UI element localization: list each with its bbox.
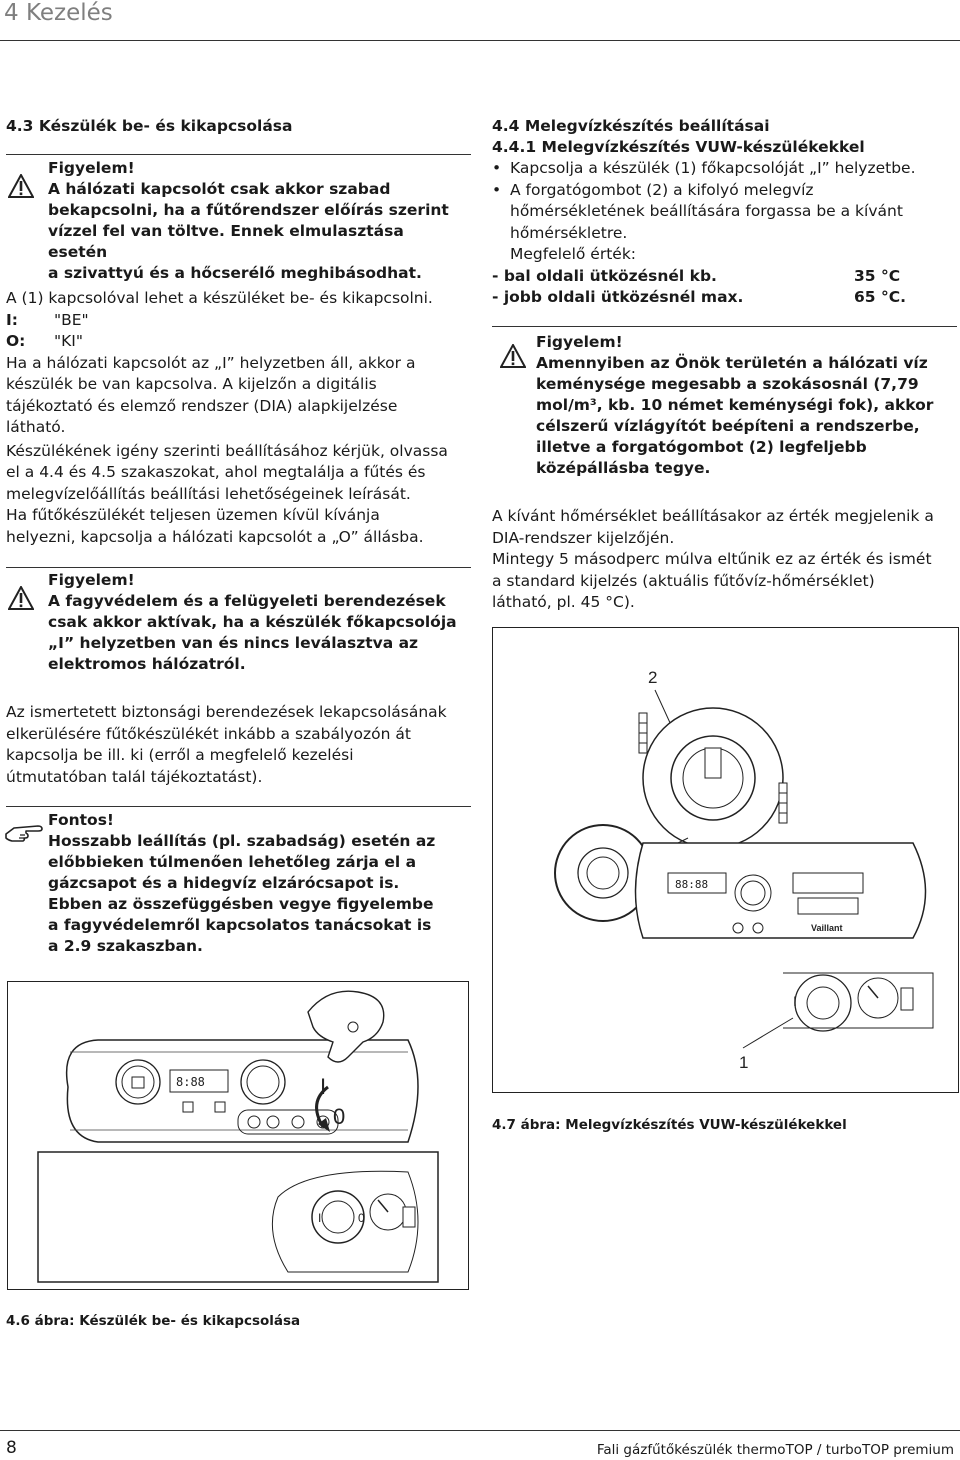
para-line: helyezni, kapcsolja a hálózati kapcsolót a „O” állásba. xyxy=(6,527,424,546)
value-row xyxy=(492,266,906,288)
right-heading-block xyxy=(492,116,957,158)
warning-rule xyxy=(6,567,471,568)
warning-line: keménysége megesabb a szokásosnál (7,79 xyxy=(536,375,919,393)
warning-line: A fagyvédelem és a felügyeleti berendezések xyxy=(48,592,446,610)
note-block xyxy=(48,810,468,957)
display-readout: 88:88 xyxy=(675,878,709,891)
warning-line: csak akkor aktívak, ha a készülék főkapcsolója xyxy=(48,613,457,631)
bullet-line: hőmérsékletre. xyxy=(510,223,628,242)
warning-rule xyxy=(6,154,471,155)
warning-line: A hálózati kapcsolót csak akkor szabad xyxy=(48,180,391,198)
def-row-off xyxy=(6,331,471,353)
warning-line: „I” helyzetben van és nincs leválasztva az xyxy=(48,634,419,652)
value-row-label: - bal oldali ütközésnél kb. xyxy=(492,266,717,285)
boiler-switch-illustration xyxy=(8,982,468,1289)
value-row xyxy=(492,287,906,309)
para-line: tájékoztató és elemző rendszer (DIA) alapkijelzése xyxy=(6,396,398,415)
bullet-line: A forgatógombot (2) a kifolyó melegvíz xyxy=(510,180,814,199)
switch-i-label: I xyxy=(793,993,797,1009)
figure-4-7 xyxy=(492,627,959,1093)
def-label: I: xyxy=(6,310,18,329)
para-line: Az ismertetett biztonsági berendezések lekapcsolásának xyxy=(6,703,447,721)
note-rule xyxy=(6,806,471,807)
hot-water-knob-illustration xyxy=(493,628,958,1092)
note-line: előbbieken túlmenően lehetőleg zárja el a xyxy=(48,853,417,871)
warning-block xyxy=(48,158,468,284)
header-rule xyxy=(0,40,960,41)
para-line: készülék be van kapcsolva. A kijelzőn a digitális xyxy=(6,375,377,393)
warning-line: mol/m³, kb. 10 német keménységi fok), akkor xyxy=(536,396,934,414)
switch-o-label: 0 xyxy=(358,1211,365,1225)
value-row-value: 65 °C. xyxy=(854,288,906,306)
note-title: Fontos! xyxy=(48,811,114,829)
bullet-line: Kapcsolja a készülék (1) főkapcsolóját „I” helyzetbe. xyxy=(510,159,916,177)
result-paragraph xyxy=(492,506,957,614)
footer-rule xyxy=(0,1430,960,1431)
note-line: a 2.9 szakaszban. xyxy=(48,937,203,955)
para-line: DIA-rendszer kijelzőjén. xyxy=(492,528,675,547)
para-line: a standard kijelzés (aktuális fűtővíz-hőmérséklet) xyxy=(492,571,875,590)
warning-line: bekapcsolni, ha a fűtőrendszer előírás szerint xyxy=(48,201,449,219)
para-line: látható, pl. 45 °C). xyxy=(492,593,635,611)
para-line: el a 4.4 és 4.5 szakaszokat, ahol megtalálja a fűtés és xyxy=(6,463,426,481)
para-line: Ha a hálózati kapcsolót az „I” helyzetben áll, akkor a xyxy=(6,353,416,372)
document-title: Fali gázfűtőkészülék thermoTOP / turboTOP premium xyxy=(596,1442,954,1458)
switch-label: 1 xyxy=(739,1053,749,1072)
para-line: melegvízelőállítás beállítási lehetőségeinek leírását. xyxy=(6,484,411,503)
chapter-title: 4 Kezelés xyxy=(4,0,113,26)
para-line: A kívánt hőmérséklet beállításakor az érték megjelenik a xyxy=(492,507,934,525)
safety-paragraph xyxy=(6,702,471,788)
figure-caption: 4.7 ábra: Melegvízkészítés VUW-készülékekkel xyxy=(492,1117,847,1133)
warning-rule xyxy=(492,326,957,327)
on-label: I xyxy=(320,1074,327,1099)
warning-line: célszerű vízlágyítót beépíteni a rendszerbe, xyxy=(536,417,920,435)
warning-title: Figyelem! xyxy=(48,159,135,177)
warning-icon xyxy=(8,174,34,198)
warning-line: középállásba tegye. xyxy=(536,459,711,477)
knob-label: 2 xyxy=(648,668,658,687)
bullet-item: • A forgatógombot (2) a kifolyó melegvíz hőmérsékletének beállítására forgassa be a kívánt hőmérsékletre. Megfelelő érték: - bal oldali ütközésnél kb. 35 °C - jobb oldali ütközésnél max. 65 °C. xyxy=(492,180,957,309)
para-line: látható. xyxy=(6,418,66,436)
display-readout: 8:88 xyxy=(176,1075,205,1089)
note-line: gázcsapot és a hidegvíz elzárócsapot is. xyxy=(48,874,400,892)
bullet-item: • Kapcsolja a készülék (1) főkapcsolóját „I” helyzetbe. xyxy=(492,158,957,180)
warning-line: elektromos hálózatról. xyxy=(48,655,246,673)
subsection-heading: 4.4.1 Melegvízkészítés VUW-készülékekkel xyxy=(492,138,865,156)
page-number: 8 xyxy=(6,1438,17,1458)
pointing-hand-icon xyxy=(4,814,44,844)
warning-icon xyxy=(8,586,34,610)
para-line: Mintegy 5 másodperc múlva eltűnik ez az érték és ismét xyxy=(492,550,932,568)
value-row-value: 35 °C xyxy=(854,266,901,285)
note-line: a fagyvédelemről kapcsolatos tanácsokat is xyxy=(48,916,432,934)
section-heading: 4.4 Melegvízkészítés beállításai xyxy=(492,117,770,135)
def-value: "BE" xyxy=(54,310,89,329)
figure-caption: 4.6 ábra: Készülék be- és kikapcsolása xyxy=(6,1313,301,1329)
para-line: elkerülésére fűtőkészülékét inkább a szabályozón át xyxy=(6,724,411,743)
warning-line: a szivattyú és a hőcserélő meghibásodhat. xyxy=(48,264,422,282)
def-value: "KI" xyxy=(54,332,83,350)
value-row-label: - jobb oldali ütközésnél max. xyxy=(492,288,744,306)
warning-line: illetve a forgatógombot (2) legfeljebb xyxy=(536,438,867,456)
intro-line: A (1) kapcsolóval lehet a készüléket be- és kikapcsolni. xyxy=(6,289,433,307)
def-row-on xyxy=(6,310,471,332)
para-line: kapcsolja be ill. ki (erről a megfelelő kezelési xyxy=(6,746,354,764)
note-line: Ebben az összefüggésben vegye figyelembe xyxy=(48,895,434,913)
warning-title: Figyelem! xyxy=(536,333,623,351)
warning-line: vízzel fel van töltve. Ennek elmulasztása esetén xyxy=(48,222,404,261)
para-line: Készülékének igény szerinti beállításához kérjük, olvassa xyxy=(6,441,448,460)
section-heading: 4.3 Készülék be- és kikapcsolása xyxy=(6,117,293,135)
warning-line: Amennyiben az Önök területén a hálózati víz xyxy=(536,354,928,372)
warning-icon xyxy=(500,344,526,368)
value-label: Megfelelő érték: xyxy=(510,245,637,263)
warning-title: Figyelem! xyxy=(48,571,135,589)
warning-block xyxy=(48,570,468,675)
bullet-line: hőmérsékletének beállítására forgassa be a kívánt xyxy=(510,202,903,220)
instructions xyxy=(492,158,957,309)
intro-text xyxy=(6,288,471,548)
off-label: 0 xyxy=(333,1104,346,1129)
switch-i-label: I xyxy=(318,1211,322,1225)
brand-logo: Vaillant xyxy=(811,923,843,933)
warning-block xyxy=(536,332,956,479)
figure-4-6 xyxy=(7,981,469,1290)
para-line: útmutatóban talál tájékoztatást). xyxy=(6,767,263,786)
note-line: Hosszabb leállítás (pl. szabadság) esetén az xyxy=(48,832,436,850)
para-line: Ha fűtőkészülékét teljesen üzemen kívül kívánja xyxy=(6,506,380,524)
def-label: O: xyxy=(6,332,26,350)
